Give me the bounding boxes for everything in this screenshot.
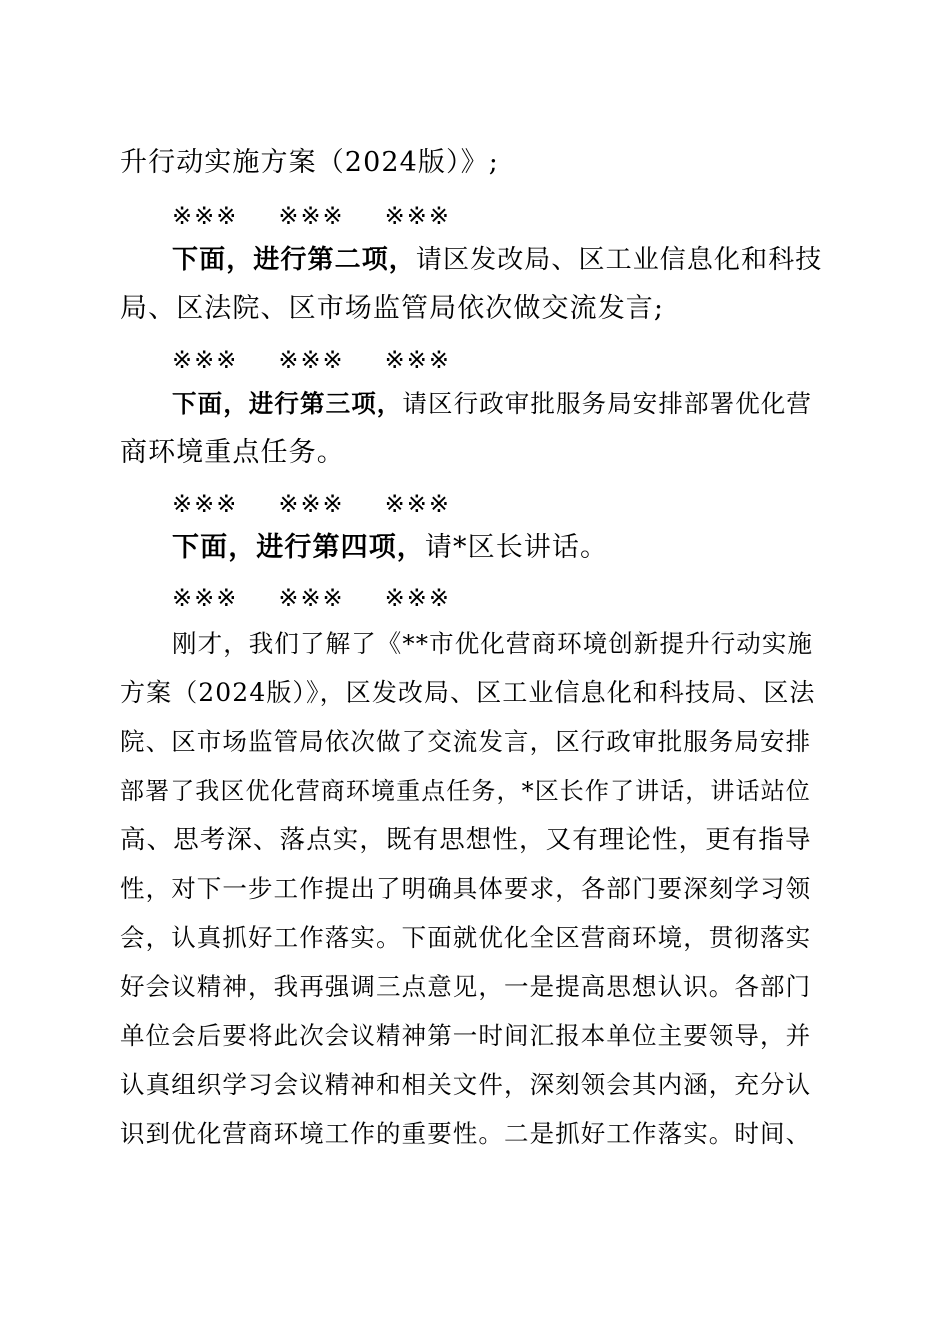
separator-mark: ※※※ <box>172 346 239 374</box>
paragraph-line: 院、区市场监管局依次做了交流发言，区行政审批服务局安排 <box>120 727 812 756</box>
separator-mark: ※※※ <box>278 202 345 230</box>
separator-mark: ※※※ <box>384 584 451 612</box>
agenda-item-text: 请*区长讲话。 <box>424 532 609 563</box>
separator-mark: ※※※ <box>384 202 451 230</box>
paragraph-line: 认真组织学习会议精神和相关文件，深刻领会其内涵，充分认 <box>120 1070 812 1099</box>
agenda-item-text: 请区行政审批服务局安排部署优化营 <box>402 389 813 418</box>
agenda-item-text: 请区发改局、区工业信息化和科技 <box>415 245 823 275</box>
separator-mark: ※※※ <box>172 202 239 230</box>
paragraph-line: 性，对下一步工作提出了明确具体要求，各部门要深刻学习领 <box>120 874 812 903</box>
agenda-item-3 <box>172 384 812 424</box>
separator <box>172 198 491 234</box>
separator-mark: ※※※ <box>278 346 345 374</box>
agenda-item-lead: 下面，进行第三项， <box>172 389 403 418</box>
text-line: 商环境重点任务。 <box>120 437 345 468</box>
text-line: 局、区法院、区市场监管局依次做交流发言; <box>120 293 665 324</box>
separator-mark: ※※※ <box>278 584 345 612</box>
paragraph-line: 刚才，我们了解了《**市优化营商环境创新提升行动实施 <box>172 629 814 658</box>
paragraph-line: 单位会后要将此次会议精神第一时间汇报本单位主要领导，并 <box>120 1021 812 1050</box>
separator <box>172 580 491 616</box>
separator <box>172 342 491 378</box>
paragraph-line: 高、思考深、落点实，既有思想性，又有理论性，更有指导 <box>120 825 812 855</box>
paragraph-line: 方案（2024版）》，区发改局、区工业信息化和科技局、区法 <box>120 678 816 707</box>
separator-mark: ※※※ <box>278 490 345 518</box>
separator-mark: ※※※ <box>384 346 451 374</box>
agenda-item-2 <box>172 240 822 280</box>
separator-mark: ※※※ <box>172 584 239 612</box>
paragraph-line: 好会议精神，我再强调三点意见，一是提高思想认识。各部门 <box>120 972 812 1001</box>
paragraph-line: 部署了我区优化营商环境重点任务，*区长作了讲话，讲话站位 <box>120 777 811 805</box>
agenda-item-lead: 下面，进行第四项， <box>172 532 425 563</box>
agenda-item-4 <box>172 528 608 568</box>
paragraph-line: 会，认真抓好工作落实。下面就优化全区营商环境，贯彻落实 <box>120 923 812 952</box>
separator-mark: ※※※ <box>172 490 239 518</box>
text-line: 升行动实施方案（2024版）》; <box>120 147 499 178</box>
separator-mark: ※※※ <box>384 490 451 518</box>
agenda-item-lead: 下面，进行第二项， <box>172 245 416 275</box>
separator <box>172 486 491 522</box>
paragraph-line: 识到优化营商环境工作的重要性。二是抓好工作落实。时间、 <box>120 1119 812 1148</box>
